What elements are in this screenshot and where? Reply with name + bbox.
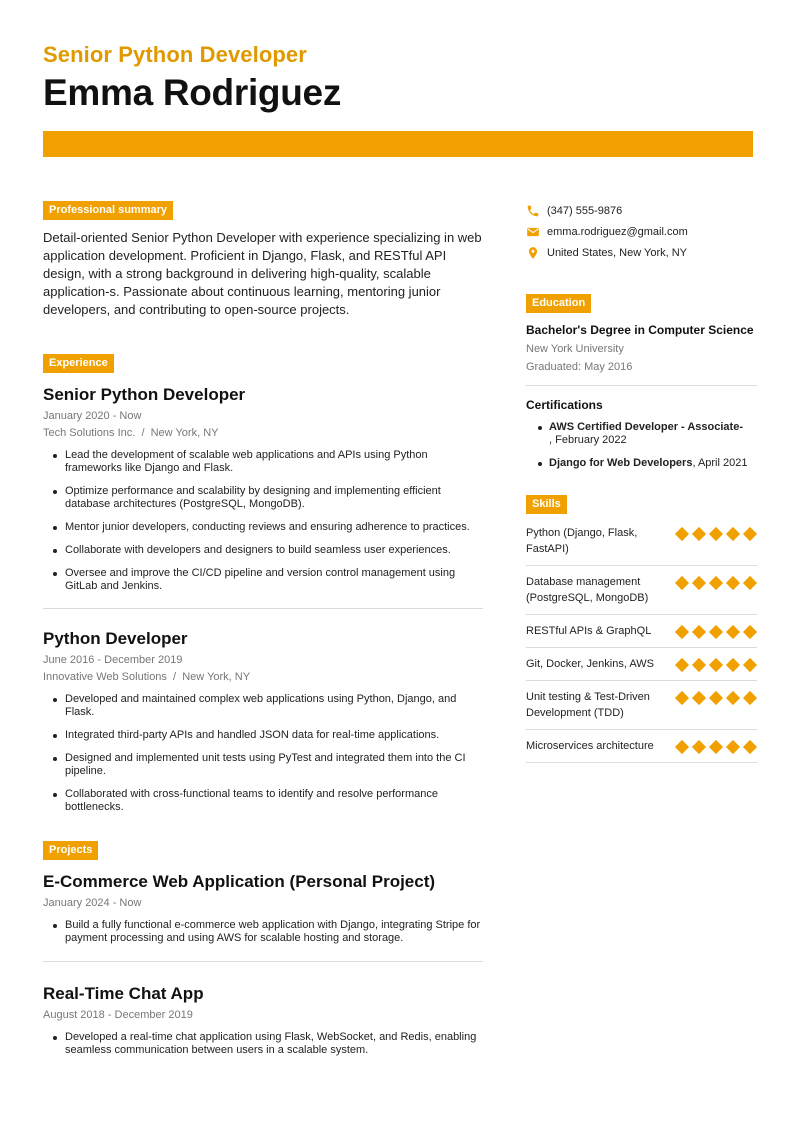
section-divider: [43, 608, 483, 609]
certification-date: , February 2022: [549, 434, 627, 446]
rating-diamond-icon: [743, 527, 757, 541]
experience-bullets: [43, 449, 483, 593]
project-bullets: [43, 919, 483, 945]
skill-rating: [675, 691, 757, 705]
summary-text: Detail-oriented Senior Python Developer with experience specializing in web application development. Proficient in Django, Flask, and RESTful API design, with a strong background in delivering high-quality, scalable application-s. Passionate about continuous learning, mentoring junior developers, and contributing to open-source projects.: [43, 230, 482, 317]
skill-row: [526, 730, 757, 763]
rating-diamond-icon: [743, 740, 757, 754]
experience-date: June 2016 - December 2019: [43, 654, 183, 666]
bullet-item: Collaborated with cross-functional teams to identify and resolve performance bottlenecks.: [43, 788, 483, 814]
certifications-section: [526, 398, 757, 470]
map-pin-icon: [526, 246, 540, 260]
certifications-list: [526, 421, 757, 470]
rating-diamond-icon: [726, 740, 740, 754]
skill-name: Unit testing & Test-Driven Development (TDD): [526, 691, 650, 719]
experience-heading: Experience: [43, 354, 114, 373]
rating-diamond-icon: [675, 625, 689, 639]
summary-heading: Professional summary: [43, 201, 173, 220]
skill-rating: [675, 658, 757, 672]
contact-email: [526, 221, 757, 242]
education-section: [526, 293, 757, 386]
rating-diamond-icon: [692, 658, 706, 672]
envelope-icon: [526, 225, 540, 239]
header-accent-bar: [43, 131, 753, 157]
rating-diamond-icon: [675, 658, 689, 672]
rating-diamond-icon: [692, 576, 706, 590]
experience-entry: [43, 385, 483, 593]
experience-entry: [43, 629, 483, 814]
candidate-name: Emma Rodriguez: [43, 72, 342, 113]
rating-diamond-icon: [692, 691, 706, 705]
education-heading: Education: [526, 294, 591, 313]
experience-title: Senior Python Developer: [43, 385, 246, 404]
certification-date: , April 2021: [692, 457, 748, 469]
section-divider: [43, 961, 483, 962]
email-address[interactable]: emma.rodriguez@gmail.com: [547, 225, 688, 238]
rating-diamond-icon: [726, 625, 740, 639]
experience-date: January 2020 - Now: [43, 410, 142, 422]
contact-section: [526, 200, 757, 263]
rating-diamond-icon: [709, 691, 723, 705]
project-entry: [43, 984, 483, 1057]
projects-section: [43, 840, 483, 1057]
rating-diamond-icon: [675, 527, 689, 541]
resume-header: [43, 42, 753, 114]
experience-section: [43, 353, 483, 814]
skill-row: [526, 517, 757, 566]
right-column: [526, 200, 757, 763]
contact-location: [526, 242, 757, 263]
bullet-item: Collaborate with developers and designers to build seamless user experiences.: [43, 544, 483, 557]
education-school: New York University: [526, 343, 624, 355]
rating-diamond-icon: [692, 527, 706, 541]
skills-list: [526, 517, 757, 763]
certifications-heading: Certifications: [526, 398, 603, 412]
job-title: Senior Python Developer: [43, 42, 307, 67]
certification-item: [526, 457, 757, 470]
skill-row: [526, 648, 757, 681]
bullet-item: Oversee and improve the CI/CD pipeline and version control management using GitLab and Jenkins.: [43, 567, 483, 593]
section-divider: [526, 385, 757, 386]
skill-name: Python (Django, Flask, FastAPI): [526, 527, 638, 555]
skills-section: [526, 494, 757, 763]
education-degree: Bachelor's Degree in Computer Science: [526, 323, 754, 337]
rating-diamond-icon: [709, 740, 723, 754]
bullet-item: Build a fully functional e-commerce web application with Django, integrating Stripe for payment processing and using AWS for scalable hosting and storage.: [43, 919, 483, 945]
phone-number[interactable]: (347) 555-9876: [547, 204, 623, 217]
location-text: United States, New York, NY: [547, 246, 688, 259]
project-title: E-Commerce Web Application (Personal Project): [43, 872, 436, 891]
skill-row: [526, 615, 757, 648]
rating-diamond-icon: [709, 527, 723, 541]
education-graduated: Graduated: May 2016: [526, 361, 633, 373]
rating-diamond-icon: [726, 691, 740, 705]
project-bullets: [43, 1031, 483, 1057]
rating-diamond-icon: [743, 658, 757, 672]
projects-heading: Projects: [43, 841, 98, 860]
experience-company: Tech Solutions Inc. / New York, NY: [43, 427, 219, 439]
rating-diamond-icon: [709, 576, 723, 590]
skill-name: Git, Docker, Jenkins, AWS: [526, 658, 654, 670]
certification-name: Django for Web Developers: [549, 457, 693, 469]
skill-rating: [675, 740, 757, 754]
skill-rating: [675, 576, 757, 590]
rating-diamond-icon: [692, 740, 706, 754]
skill-rating: [675, 625, 757, 639]
skill-name: Database management (PostgreSQL, MongoDB): [526, 576, 649, 604]
skill-row: [526, 566, 757, 615]
contact-phone: [526, 200, 757, 221]
certification-name: AWS Certified Developer - Associate-: [549, 421, 743, 433]
certification-item: [526, 421, 757, 447]
project-entry: [43, 872, 483, 945]
phone-icon: [526, 204, 540, 218]
summary-section: [43, 200, 483, 319]
rating-diamond-icon: [709, 625, 723, 639]
rating-diamond-icon: [726, 576, 740, 590]
left-column: [43, 200, 483, 1067]
skill-row: [526, 681, 757, 730]
rating-diamond-icon: [675, 576, 689, 590]
bullet-item: Lead the development of scalable web applications and APIs using Python frameworks like Django and Flask.: [43, 449, 483, 475]
bullet-item: Designed and implemented unit tests using PyTest and integrated them into the CI pipeline.: [43, 752, 483, 778]
rating-diamond-icon: [726, 658, 740, 672]
bullet-item: Mentor junior developers, conducting reviews and ensuring adherence to practices.: [43, 521, 483, 534]
skills-heading: Skills: [526, 495, 567, 514]
rating-diamond-icon: [675, 740, 689, 754]
experience-bullets: [43, 693, 483, 814]
bullet-item: Optimize performance and scalability by designing and implementing efficient database architectures (PostgreSQL, MongoDB).: [43, 485, 483, 511]
rating-diamond-icon: [675, 691, 689, 705]
skill-name: Microservices architecture: [526, 740, 654, 752]
experience-title: Python Developer: [43, 629, 188, 648]
rating-diamond-icon: [743, 625, 757, 639]
rating-diamond-icon: [709, 658, 723, 672]
project-title: Real-Time Chat App: [43, 984, 204, 1003]
project-date: August 2018 - December 2019: [43, 1009, 193, 1021]
bullet-item: Integrated third-party APIs and handled JSON data for real-time applications.: [43, 729, 483, 742]
experience-company: Innovative Web Solutions / New York, NY: [43, 671, 251, 683]
rating-diamond-icon: [743, 576, 757, 590]
skill-rating: [675, 527, 757, 541]
skill-name: RESTful APIs & GraphQL: [526, 625, 652, 637]
project-date: January 2024 - Now: [43, 897, 142, 909]
rating-diamond-icon: [743, 691, 757, 705]
bullet-item: Developed a real-time chat application using Flask, WebSocket, and Redis, enabling seamless communication between users in a scalable system.: [43, 1031, 483, 1057]
bullet-item: Developed and maintained complex web applications using Python, Django, and Flask.: [43, 693, 483, 719]
rating-diamond-icon: [726, 527, 740, 541]
rating-diamond-icon: [692, 625, 706, 639]
